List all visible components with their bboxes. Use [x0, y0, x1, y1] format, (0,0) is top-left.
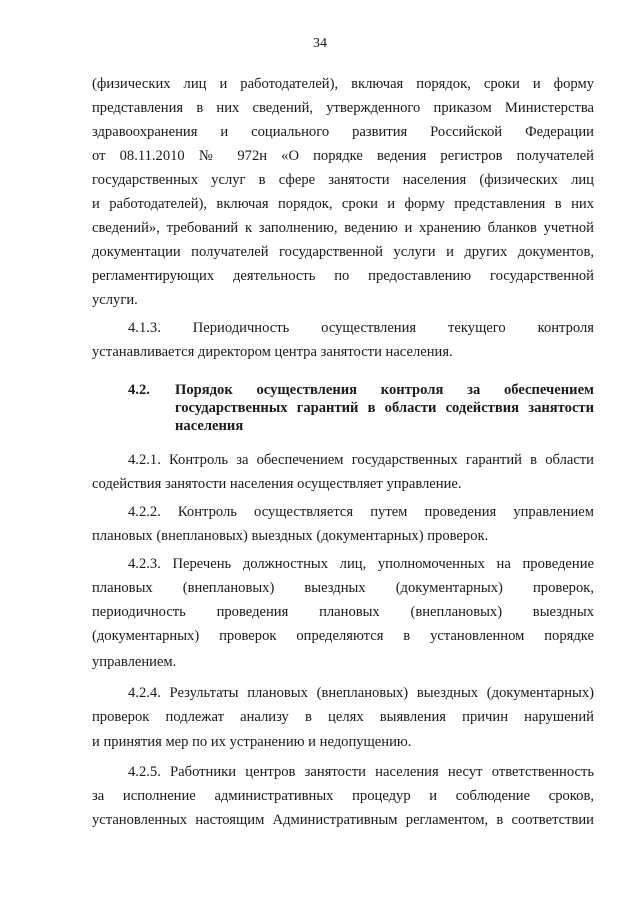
text-line: услуги. — [92, 292, 138, 308]
text-line: сведений», требований к заполнению, ведению и хранению бланков учетной — [92, 220, 594, 236]
text-line: 4.2.2. Контроль осуществляется путем проведения управлением — [128, 504, 594, 520]
text-line: периодичность проведения плановых (внеплановых) выездных — [92, 604, 594, 620]
page-number: 34 — [313, 36, 327, 51]
text-line: плановых (внеплановых) выездных (документарных) проверок. — [92, 528, 489, 544]
text-line: плановых (внеплановых) выездных (документарных) проверок, — [92, 580, 594, 596]
text-line: и принятия мер по их устранению и недопущению. — [92, 734, 412, 750]
text-line: государственных услуг в сфере занятости населения (физических лиц — [92, 172, 594, 188]
text-line: 4.2.1. Контроль за обеспечением государственных гарантий в области — [128, 452, 594, 468]
text-line: установленных настоящим Административным регламентом, в соответствии — [92, 812, 594, 828]
text-line: 4.2.3. Перечень должностных лиц, уполномоченных на проведение — [128, 556, 594, 572]
section-heading-line: Порядок осуществления контроля за обеспечением — [175, 382, 594, 398]
text-line: управлением. — [92, 654, 177, 670]
text-line: 4.2.4. Результаты плановых (внеплановых) выездных (документарных) — [128, 685, 594, 701]
text-line: устанавливается директором центра занятости населения. — [92, 344, 453, 360]
text-line: здравоохранения и социального развития Российской Федерации — [92, 124, 594, 140]
text-line: представления в них сведений, утвержденного приказом Министерства — [92, 100, 594, 116]
text-line: за исполнение административных процедур и соблюдение сроков, — [92, 788, 594, 804]
text-line: содействия занятости населения осуществляет управление. — [92, 476, 462, 492]
text-line: и работодателей), включая порядок, сроки и форму представления в них — [92, 196, 594, 212]
text-line: (документарных) проверок определяются в установленном порядке — [92, 628, 594, 644]
text-line: 4.1.3. Периодичность осуществления текущего контроля — [128, 320, 594, 336]
text-line: (физических лиц и работодателей), включая порядок, сроки и форму — [92, 76, 594, 92]
text-line: 4.2.5. Работники центров занятости населения несут ответственность — [128, 764, 594, 780]
text-line: документации получателей государственной услуги и других документов, — [92, 244, 594, 260]
text-line: регламентирующих деятельность по предоставлению государственной — [92, 268, 594, 284]
text-line: проверок подлежат анализу в целях выявления причин нарушений — [92, 709, 594, 725]
section-heading-line: государственных гарантий в области содействия занятости — [175, 400, 594, 416]
text-line: от 08.11.2010 № 972н «О порядке ведения регистров получателей — [92, 148, 594, 164]
section-number: 4.2. — [128, 382, 150, 398]
section-heading-line: населения — [175, 418, 244, 434]
